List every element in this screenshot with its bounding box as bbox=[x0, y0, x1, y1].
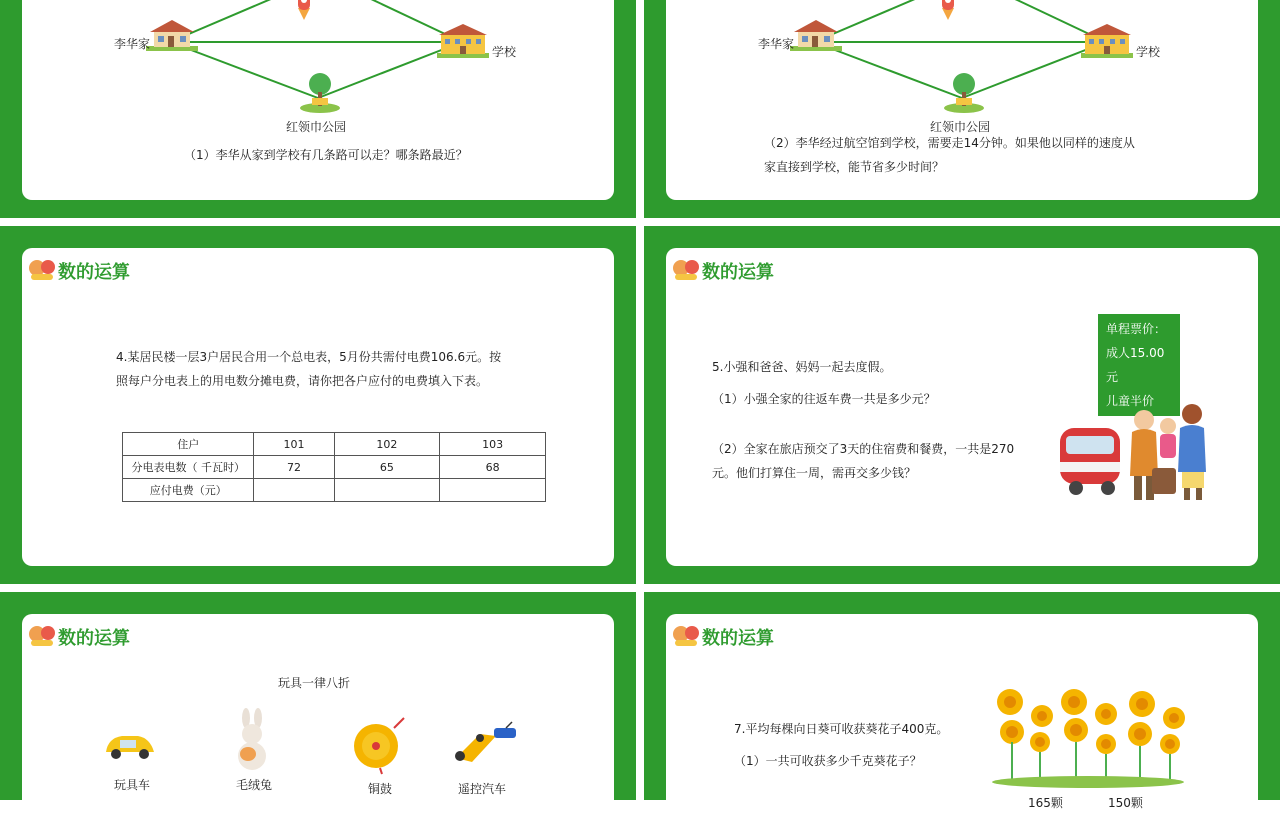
table-cell: 68 bbox=[440, 456, 546, 479]
question-2-line-1: （2）李华经过航空馆到学校，需要走14分钟。如果他以同样的速度从 bbox=[764, 136, 1135, 150]
park-label: 红领巾公园 bbox=[286, 120, 347, 134]
slide-5[interactable] bbox=[0, 592, 636, 800]
slide-2[interactable] bbox=[644, 0, 1280, 218]
problem-7-intro: 7.平均每棵向日葵可收获葵花子400克。 bbox=[734, 722, 949, 736]
count-label: 150颗 bbox=[1108, 796, 1143, 810]
home-label: 李华家 bbox=[114, 37, 151, 51]
table-cell: 分电表电数（ 千瓦时） bbox=[123, 456, 254, 479]
plush-rabbit-icon bbox=[230, 708, 274, 772]
answer-cell[interactable] bbox=[334, 479, 440, 502]
house-icon bbox=[144, 16, 200, 52]
problem-7-q1: （1）一共可收获多少千克葵花子？ bbox=[734, 754, 922, 768]
copper-drum-icon bbox=[348, 714, 408, 774]
price-line: 单程票价： bbox=[1106, 322, 1167, 336]
toy-label: 玩具车 bbox=[114, 778, 151, 792]
question-2-line-2: 家直接到学校，能节省多少时间？ bbox=[764, 160, 945, 174]
kids-logo-icon bbox=[672, 622, 700, 648]
table-cell: 72 bbox=[254, 456, 334, 479]
toys-heading: 玩具一律八折 bbox=[278, 676, 351, 690]
table-cell: 103 bbox=[440, 433, 546, 456]
slide-card bbox=[22, 248, 614, 566]
kids-logo-icon bbox=[672, 256, 700, 282]
table-cell: 应付电费（元） bbox=[123, 479, 254, 502]
kids-logo-icon bbox=[28, 622, 56, 648]
table-row bbox=[123, 433, 546, 456]
section-title: 数的运算 bbox=[58, 628, 130, 649]
toy-label: 铜鼓 bbox=[368, 782, 393, 796]
problem-5-q2-line-2: 元。他们打算住一周，需再交多少钱？ bbox=[712, 466, 917, 480]
sunflowers-illustration bbox=[988, 682, 1188, 792]
table-cell: 102 bbox=[334, 433, 440, 456]
answer-cell[interactable] bbox=[254, 479, 334, 502]
slide-6[interactable] bbox=[644, 592, 1280, 810]
slide-3[interactable] bbox=[0, 226, 636, 584]
slide-4[interactable] bbox=[644, 226, 1280, 584]
section-title: 数的运算 bbox=[702, 628, 774, 649]
problem-4-line-1: 4.某居民楼一层3户居民合用一个总电表，5月份共需付电费106.6元。按 bbox=[116, 350, 502, 364]
slide-card bbox=[22, 614, 614, 814]
table-cell: 65 bbox=[334, 456, 440, 479]
problem-4-line-2: 照每户分电表上的用电数分摊电费，请你把各户应付的电费填入下表。 bbox=[116, 374, 489, 388]
section-title: 数的运算 bbox=[58, 262, 130, 283]
toy-label: 遥控汽车 bbox=[458, 782, 507, 796]
section-title: 数的运算 bbox=[702, 262, 774, 283]
price-line: 成人15.00元 bbox=[1106, 346, 1165, 384]
toy-car-icon bbox=[102, 728, 158, 762]
question-1: （1）李华从家到学校有几条路可以走？哪条路最近？ bbox=[184, 148, 468, 162]
electricity-table bbox=[122, 432, 546, 502]
toy-label: 毛绒兔 bbox=[236, 778, 273, 792]
slide-card bbox=[666, 248, 1258, 566]
park-label: 红领巾公园 bbox=[930, 120, 991, 134]
table-row bbox=[123, 479, 546, 502]
park-icon bbox=[298, 70, 342, 114]
school-icon bbox=[1079, 22, 1135, 60]
house-icon bbox=[788, 16, 844, 52]
slide-card bbox=[22, 0, 614, 200]
price-line: 儿童半价 bbox=[1106, 394, 1155, 408]
table-row bbox=[123, 456, 546, 479]
table-cell: 101 bbox=[254, 433, 334, 456]
rocket-icon bbox=[928, 0, 968, 26]
park-icon bbox=[942, 70, 986, 114]
rocket-icon bbox=[284, 0, 324, 26]
kids-logo-icon bbox=[28, 256, 56, 282]
slide-card bbox=[666, 614, 1258, 814]
school-label: 学校 bbox=[1136, 45, 1161, 59]
school-icon bbox=[435, 22, 491, 60]
slide-card bbox=[666, 0, 1258, 200]
problem-5-q1: （1）小强全家的往返车费一共是多少元？ bbox=[712, 392, 936, 406]
problem-5-intro: 5.小强和爸爸、妈妈一起去度假。 bbox=[712, 360, 892, 374]
count-label: 165颗 bbox=[1028, 796, 1063, 810]
slide-1[interactable] bbox=[0, 0, 636, 218]
family-travel-illustration bbox=[1056, 398, 1216, 508]
school-label: 学校 bbox=[492, 45, 517, 59]
table-cell: 住户 bbox=[123, 433, 254, 456]
answer-cell[interactable] bbox=[440, 479, 546, 502]
remote-control-car-icon bbox=[450, 722, 520, 766]
home-label: 李华家 bbox=[758, 37, 795, 51]
problem-5-q2-line-1: （2）全家在旅店预交了3天的住宿费和餐费，一共是270 bbox=[712, 442, 1015, 456]
